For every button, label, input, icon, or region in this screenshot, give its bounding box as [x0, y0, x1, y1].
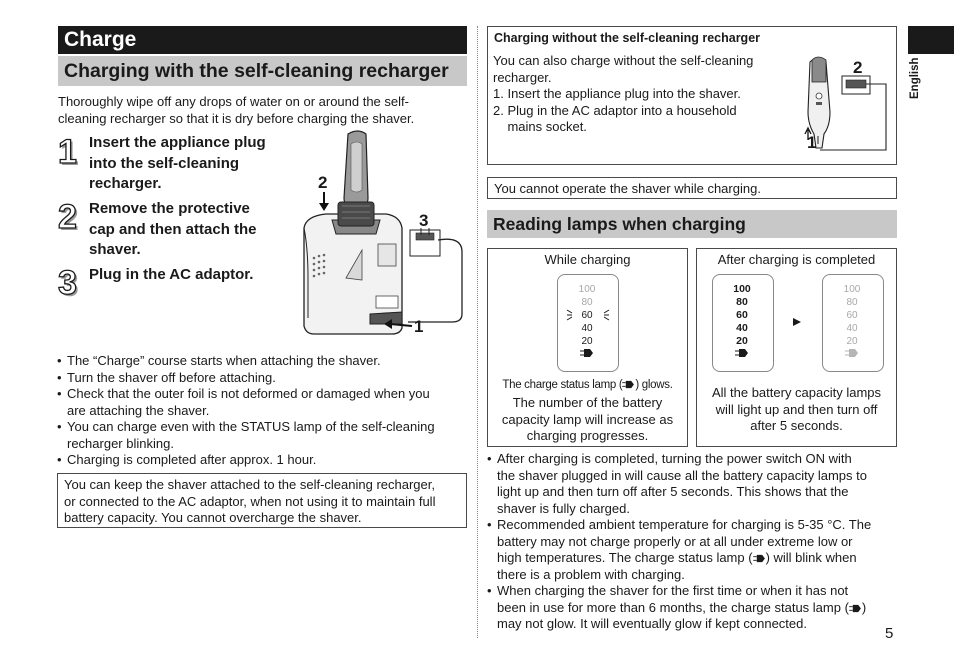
- left-bullet-list: [57, 353, 467, 469]
- note-box: [57, 473, 467, 528]
- level-80: 80: [846, 297, 858, 308]
- level-40: 40: [736, 322, 748, 334]
- while-charging-description: [487, 395, 688, 445]
- plug-icon: [580, 348, 594, 358]
- bullet-line: • Check that the outer foil is not deformed or damaged when you: [67, 386, 430, 401]
- plug-icon: [753, 554, 766, 563]
- level-20: 20: [581, 336, 593, 347]
- step-2-text: [89, 199, 299, 261]
- bullet-line: • After charging is completed, turning the power switch ON with: [497, 451, 852, 466]
- bullet-line: there is a problem with charging.: [497, 566, 685, 582]
- bullet-line: light up and then turn off after 5 seconds. This shows that the: [497, 484, 849, 499]
- list-item: [57, 353, 467, 370]
- callout-2: 2: [318, 173, 328, 192]
- level-60: 60: [736, 309, 748, 321]
- step-line: recharger.: [89, 175, 162, 192]
- without-recharger-title: Charging without the self-cleaning recharger: [494, 31, 761, 45]
- bullet-line: • You can charge even with the STATUS lamp of the self-cleaning: [67, 419, 435, 434]
- plug-icon: [845, 348, 859, 358]
- note-line: or connected to the AC adaptor, when not using it to maintain full: [64, 493, 436, 509]
- bullet-line: are attaching the shaver.: [67, 402, 210, 418]
- bullet-line: • The “Charge” course starts when attaching the shaver.: [67, 353, 381, 368]
- plug-icon: [735, 348, 749, 358]
- step-line: Insert the appliance plug: [89, 134, 266, 151]
- blink-rays-icon: [566, 308, 610, 322]
- list-item: [57, 370, 467, 387]
- bullet-line: may not glow. It will eventually glow if kept connected.: [497, 616, 807, 631]
- intro-text: [58, 94, 458, 127]
- language-tab-label: English: [909, 57, 921, 99]
- level-100: 100: [843, 284, 861, 295]
- section-title: Charge: [58, 26, 467, 54]
- level-60: 60: [846, 310, 858, 321]
- text-segment: been in use for more than 6 months, the charge status lamp (: [497, 599, 849, 615]
- bullet-line: [497, 550, 897, 567]
- cannot-operate-note: You cannot operate the shaver while charging.: [487, 177, 897, 199]
- text-line: The number of the battery: [512, 395, 663, 410]
- level-100: 100: [733, 283, 751, 295]
- text-line: charging progresses.: [526, 428, 649, 443]
- recharger-illustration: [296, 128, 468, 340]
- level-20: 20: [846, 336, 858, 347]
- level-60: 60: [581, 310, 593, 321]
- bullet-line: • Charging is completed after approx. 1 hour.: [67, 452, 317, 467]
- arrow-right-icon: [792, 317, 802, 327]
- bullet-line: • When charging the shaver for the first time or when it has not: [497, 583, 849, 598]
- language-tab-bar: [908, 26, 954, 54]
- callout-3: 3: [419, 211, 429, 230]
- bullet-line: [497, 600, 897, 617]
- step-number: 3: [58, 264, 77, 302]
- note-line: You can keep the shaver attached to the self-cleaning recharger,: [64, 477, 435, 492]
- list-item: [487, 583, 897, 633]
- list-item: [57, 419, 467, 452]
- level-100: 100: [578, 284, 596, 295]
- right-bullet-list: [487, 451, 897, 633]
- list-item: [57, 452, 467, 469]
- plug-icon: [622, 380, 635, 389]
- subsection-title: Charging with the self-cleaning recharger: [58, 56, 467, 86]
- bullet-line: battery may not charge properly or at all under extreme low or: [497, 533, 853, 549]
- bullet-line: • Recommended ambient temperature for charging is 5-35 °C. The: [497, 517, 872, 532]
- text-line: will light up and then turn off: [715, 401, 878, 417]
- intro-line: Thoroughly wipe off any drops of water on or around the self-: [58, 94, 409, 109]
- step-1-text: [89, 133, 299, 195]
- note-line: battery capacity. You cannot overcharge the shaver.: [64, 510, 362, 525]
- step-line: into the self-cleaning: [89, 154, 240, 172]
- text-line: All the battery capacity lamps: [711, 385, 882, 400]
- level-40: 40: [581, 323, 593, 334]
- lamps-title: Reading lamps when charging: [487, 210, 897, 238]
- plug-icon: [849, 604, 862, 613]
- caption-text: ) glows.: [635, 379, 673, 391]
- list-item: [487, 451, 897, 517]
- callout-1: 1: [414, 317, 424, 336]
- page-number: 5: [885, 625, 894, 642]
- text-line: 2. Plug in the AC adaptor into a household: [493, 102, 737, 118]
- callout-1: 1: [807, 133, 817, 152]
- column-divider: [477, 26, 478, 638]
- bullet-line: shaver is fully charged.: [497, 500, 630, 516]
- step-line: Plug in the AC adaptor.: [89, 266, 254, 283]
- while-charging-caption: [487, 379, 688, 391]
- list-item: [487, 517, 897, 583]
- text-line: You can also charge without the self-cleaning: [493, 53, 754, 68]
- text-segment: ) will blink when: [765, 550, 857, 565]
- step-line: shaver.: [89, 241, 141, 258]
- caption-text: The charge status lamp (: [502, 379, 623, 391]
- text-line: mains socket.: [493, 119, 587, 134]
- text-line: capacity lamp will increase as: [501, 411, 674, 427]
- bullet-line: • Turn the shaver off before attaching.: [67, 369, 276, 385]
- step-number: 1: [58, 133, 77, 171]
- list-item: [57, 386, 467, 419]
- text-line: recharger.: [493, 69, 552, 85]
- after-charging-header: After charging is completed: [717, 252, 876, 267]
- after-charging-description: [696, 385, 897, 435]
- level-20: 20: [736, 335, 748, 347]
- callout-2: 2: [853, 58, 863, 77]
- step-number: 2: [58, 198, 77, 236]
- step-line: Remove the protective: [89, 200, 250, 217]
- while-charging-header: While charging: [544, 252, 631, 267]
- intro-line: cleaning recharger so that it is dry before charging the shaver.: [58, 110, 415, 126]
- text-line: 1. Insert the appliance plug into the shaver.: [493, 86, 741, 101]
- bullet-line: recharger blinking.: [67, 435, 174, 451]
- step-line: cap and then attach the: [89, 220, 257, 238]
- level-40: 40: [846, 323, 858, 334]
- text-line: after 5 seconds.: [750, 418, 843, 433]
- text-segment: high temperatures. The charge status lamp (: [497, 550, 753, 565]
- without-recharger-text: [493, 53, 793, 136]
- bullet-line: the shaver plugged in will cause all the battery capacity lamps to: [497, 467, 867, 483]
- text-segment: ): [861, 599, 867, 615]
- level-80: 80: [581, 297, 593, 308]
- step-3-text: [89, 265, 299, 286]
- level-80: 80: [736, 296, 748, 308]
